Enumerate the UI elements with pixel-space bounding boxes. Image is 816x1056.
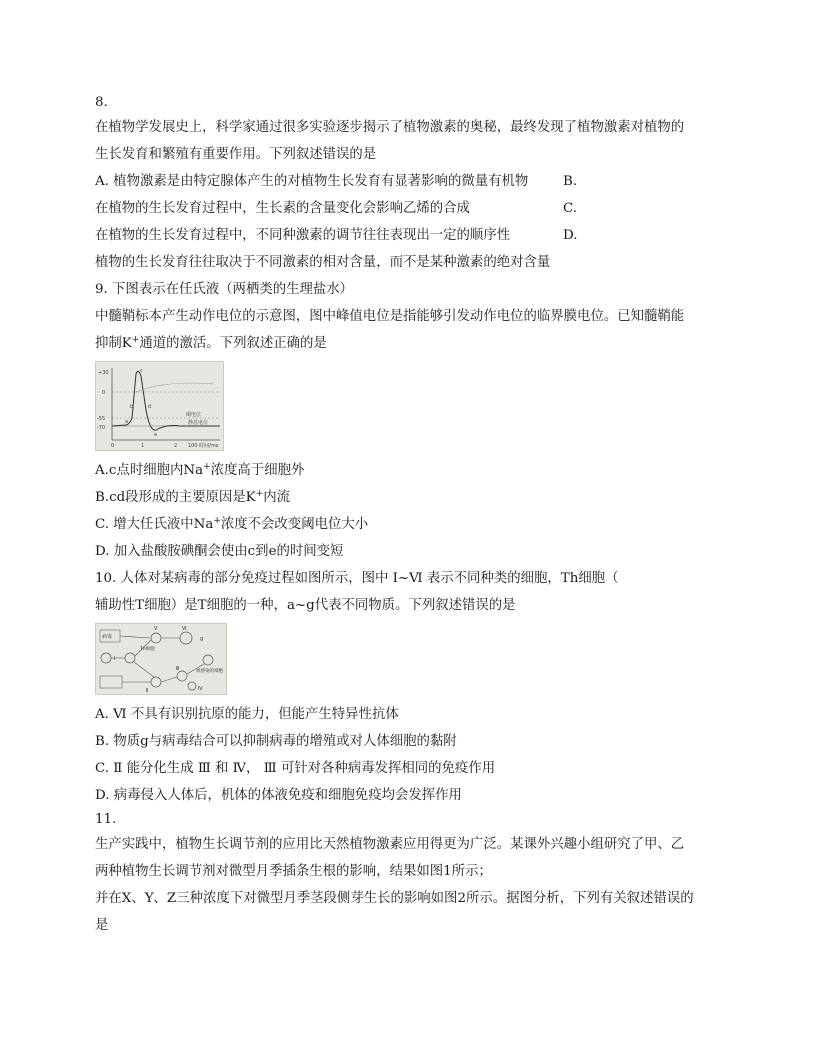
q9-stem-text: 抑制K (95, 336, 132, 351)
point-b: b (130, 404, 134, 410)
q8-option-b-text: 在植物的生长发育过程中，生长素的含量变化会影响乙烯的合成 (95, 201, 470, 216)
x-tick-1: 1 (141, 443, 145, 449)
q10-option-d: D. 病毒侵入人体后，机体的体液免疫和细胞免疫均会发挥作用 (95, 788, 462, 803)
immune-process-figure (95, 623, 227, 695)
point-d: d (148, 404, 152, 410)
q8-stem-line2: 生长发育和繁殖有重要作用。下列叙述错误的是 (95, 147, 377, 162)
superscript-plus: + (131, 335, 140, 345)
q10-option-b: B. 物质g与病毒结合可以抑制病毒的增殖或对人体细胞的黏附 (95, 734, 457, 749)
q9-option-b-text-post: 内流 (263, 490, 291, 505)
q9-option-a (95, 457, 735, 484)
action-potential-figure (95, 361, 224, 451)
point-a: a (125, 419, 129, 425)
superscript-plus: + (213, 516, 221, 526)
q9-stem-line1: 中髓鞘标本产生动作电位的示意图，图中峰值电位是指能够引发动作电位的临界膜电位。已知髓鞘能 (95, 309, 685, 324)
q10-option-c: C. Ⅱ 能分化生成 Ⅲ 和 Ⅳ， Ⅲ 可针对各种病毒发挥相同的免疫作用 (95, 761, 496, 776)
q8-option-a-text: A. 植物激素是由特定腺体产生的对植物生长发育有显著影响的微量有机物 (95, 174, 529, 189)
point-c: c (140, 368, 143, 374)
infected-cell-label: 被感染的细胞 (196, 669, 223, 674)
q10-stem-line2: 辅助性T细胞）是T细胞的一种，a~g代表不同物质。下列叙述错误的是 (95, 598, 516, 613)
cell-IV-label: Ⅳ (198, 686, 203, 692)
immune-process-diagram (96, 624, 226, 694)
q11-stem-line2: 两种植物生长调节剂对微型月季插条生根的影响，结果如图1所示； (95, 864, 492, 879)
q11-stem-line3: 并在X、Y、Z三种浓度下对微型月季茎段侧芽生长的影响如图2所示。据图分析，下列有关叙述错误的 (95, 891, 694, 906)
cell-III-label: Ⅲ (176, 666, 180, 672)
x-tick-0: 0 (111, 443, 115, 449)
q9-option-c-text-post: 浓度不会改变阈电位大小 (220, 517, 369, 532)
action-potential-graph (96, 362, 223, 450)
cell-I-label: Ⅰ (114, 656, 116, 662)
q8-option-c (95, 222, 735, 249)
q11-stem-line1: 生产实践中，植物生长调节剂的应用比天然植物激素应用得更为广泛。某课外兴趣小组研究了甲、乙 (95, 837, 685, 852)
virus-label: 病毒 (102, 634, 113, 640)
cell-VI-label: Ⅵ (182, 626, 187, 632)
q8-option-b (95, 195, 735, 222)
q9-title: 9. 下图表示在任氏液（两栖类的生理盐水） (95, 282, 354, 297)
q9-option-c-text: C. 增大任氏液中Na (95, 517, 214, 532)
q11-number: 11. (95, 812, 117, 827)
th-cell-label: Th细胞 (140, 647, 155, 652)
cell-V-label: Ⅴ (154, 626, 158, 632)
q11-stem-line4: 是 (95, 918, 109, 933)
cell-II-label: Ⅱ (146, 688, 149, 694)
q8-number: 8. (95, 95, 108, 110)
q10-stem-line1: 10. 人体对某病毒的部分免疫过程如图所示，图中 Ⅰ~Ⅵ 表示不同种类的细胞，Th细胞（ (95, 571, 619, 586)
superscript-plus: + (255, 489, 264, 499)
q9-option-d: D. 加入盐酸胺碘酮会使由c到e的时间变短 (95, 544, 344, 559)
threshold-label: 阈电位 (186, 412, 202, 418)
q10-option-a: A. Ⅵ 不具有识别抗原的能力，但能产生特异性抗体 (95, 707, 399, 722)
q9-option-a-text: A.c点时细胞内Na (95, 463, 204, 478)
g-label: g (200, 636, 204, 642)
exam-page (95, 92, 735, 939)
superscript-plus: + (203, 462, 211, 472)
q8-option-b-letter: B. (563, 174, 578, 189)
y-tick-55: -55 (97, 416, 106, 422)
x-tick-2: 2 (174, 443, 178, 449)
q9-option-c (95, 511, 735, 538)
y-tick-0: 0 (102, 390, 106, 396)
resting-label: 静息电位 (188, 420, 209, 426)
q9-stem-text-post: 通道的激活。下列叙述正确的是 (139, 336, 327, 351)
q8-stem-line1: 在植物学发展史上，科学家通过很多实验逐步揭示了植物激素的奥秘，最终发现了植物激素对植物的 (95, 120, 685, 135)
q8-option-a (95, 168, 735, 195)
y-tick-70: -70 (97, 425, 106, 431)
q8-option-c-letter: C. (563, 201, 578, 216)
point-e: e (154, 432, 158, 438)
q8-option-d: 植物的生长发育往往取决于不同激素的相对含量，而不是某种激素的绝对含量 (95, 255, 551, 270)
q9-option-b-text: B.cd段形成的主要原因是K (95, 490, 256, 505)
x-tick-100: 100 时间/ms (188, 443, 219, 449)
q9-stem-line2 (95, 330, 735, 357)
q9-option-b (95, 484, 735, 511)
q9-option-a-text-post: 浓度高于细胞外 (210, 463, 305, 478)
q8-option-d-letter: D. (563, 228, 578, 243)
y-tick-30: +30 (98, 370, 109, 376)
q8-option-c-text: 在植物的生长发育过程中，不同种激素的调节往往表现出一定的顺序性 (95, 228, 511, 243)
